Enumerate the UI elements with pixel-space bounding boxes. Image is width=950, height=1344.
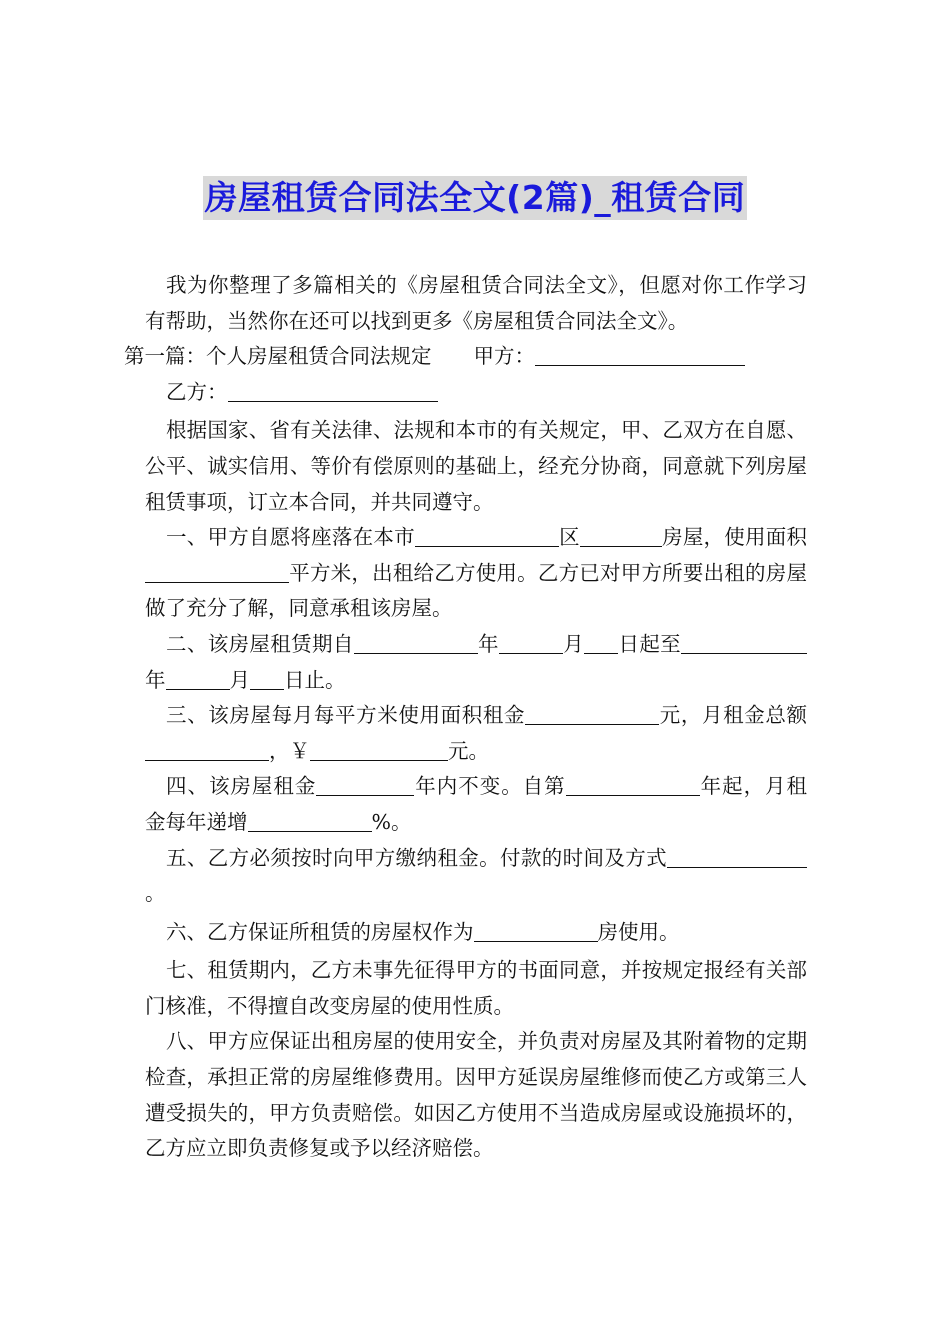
clause-1-blank-district — [580, 526, 662, 548]
part1-heading: 第一篇：个人房屋租赁合同法规定 — [124, 344, 432, 369]
party-b-line — [145, 375, 807, 411]
clause-2-month: 月 — [562, 631, 585, 656]
clause-1-blank-city — [415, 526, 559, 548]
clause-2-year2: 年 — [145, 667, 166, 692]
clause-3-blank-amount — [310, 739, 448, 761]
clause-2-blank-month2 — [166, 668, 230, 690]
clause-6-text-b: 房使用。 — [597, 919, 680, 944]
party-a-blank — [535, 345, 745, 367]
party-b-blank — [228, 380, 438, 402]
clause-3-text-b: 元，月租金总额 — [659, 703, 807, 728]
clause-4-text-b: 年内不变。自第 — [414, 774, 566, 799]
clause-6-text-a: 六、乙方保证所租赁的房屋权作为 — [166, 919, 474, 944]
clause-7: 七、租赁期内，乙方未事先征得甲方的书面同意，并按规定报经有关部门核准，不得擅自改变房屋的使用性质。 — [145, 958, 807, 1018]
intro-paragraph — [124, 268, 807, 375]
clause-2-end: 日止。 — [284, 667, 346, 692]
clause-2-blank-year — [354, 632, 478, 654]
clause-4-blank-start — [566, 775, 700, 797]
clause-4-blank-rate — [248, 810, 372, 832]
clause-3-blank-total — [145, 739, 269, 761]
clause-5-blank-method — [667, 846, 807, 868]
clause-2-blank-day2 — [250, 668, 284, 690]
clause-4 — [145, 769, 807, 840]
party-b-label: 乙方： — [166, 379, 228, 404]
clause-2 — [145, 627, 807, 698]
clause-2-blank-year2 — [681, 632, 807, 654]
clause-8: 八、甲方应保证出租房屋的使用安全，并负责对房屋及其附着物的定期检查，承担正常的房屋维修费用。因甲方延误房屋维修而使乙方或第三人遭受损失的，甲方负责赔偿。如因乙方使用不当造成房屋或设施损坏的，乙方应立即负责修复或予以经济赔偿。 — [145, 1029, 807, 1161]
party-a-label: 甲方： — [473, 344, 535, 369]
clause-1-text-d: 平方米，出租给乙方使用。乙方已对甲方所要出租的房屋做了充分了解，同意承租该房屋。 — [145, 560, 807, 621]
clause-1-blank-area — [145, 561, 289, 583]
clause-6-blank-use — [474, 920, 598, 942]
clause-3-text-c: ，￥ — [269, 738, 310, 763]
clause-3 — [145, 698, 807, 769]
clause-4-text-a: 四、该房屋租金 — [166, 774, 317, 799]
clause-2-month2: 月 — [229, 667, 250, 692]
intro-text: 我为你整理了多篇相关的《房屋租赁合同法全文》，但愿对你工作学习有帮助，当然你在还可以找到更多《房屋租赁合同法全文》。 — [145, 273, 807, 333]
clause-2-blank-month — [499, 632, 563, 654]
clause-1-text-a: 一、甲方自愿将座落在本市 — [166, 525, 415, 550]
document-body — [124, 268, 808, 1167]
clause-4-text-c: 年起，月租金每年递增 — [145, 774, 808, 834]
clause-5 — [145, 841, 807, 912]
clause-5-text-a: 五、乙方必须按时向甲方缴纳租金。付款的时间及方式 — [166, 845, 667, 870]
clause-4-text-d: %。 — [371, 809, 412, 834]
clause-1-text-b: 区 — [558, 525, 580, 550]
preamble-paragraph: 根据国家、省有关法律、法规和本市的有关规定，甲、乙双方在自愿、公平、诚实信用、等价有偿原则的基础上，经充分协商，同意就下列房屋租赁事项，订立本合同，并共同遵守。 — [145, 418, 807, 514]
clause-2-from: 日起至 — [618, 631, 682, 656]
clause-3-blank-rate — [525, 704, 659, 726]
clause-4-blank-years — [316, 775, 414, 797]
clause-1-text-c: 房屋，使用面积 — [661, 525, 808, 550]
clause-2-blank-day — [584, 632, 618, 654]
document-title: 房屋租赁合同法全文(2篇)_租赁合同 — [203, 176, 748, 220]
clause-3-text-d: 元。 — [448, 738, 489, 763]
clause-3-text-a: 三、该房屋每月每平方米使用面积租金 — [166, 703, 526, 728]
clause-5-text-b: 。 — [145, 881, 166, 906]
clause-2-year: 年 — [477, 631, 499, 656]
clause-6 — [145, 915, 807, 951]
clause-1 — [145, 520, 807, 627]
clause-2-text-a: 二、该房屋租赁期自 — [166, 631, 354, 656]
